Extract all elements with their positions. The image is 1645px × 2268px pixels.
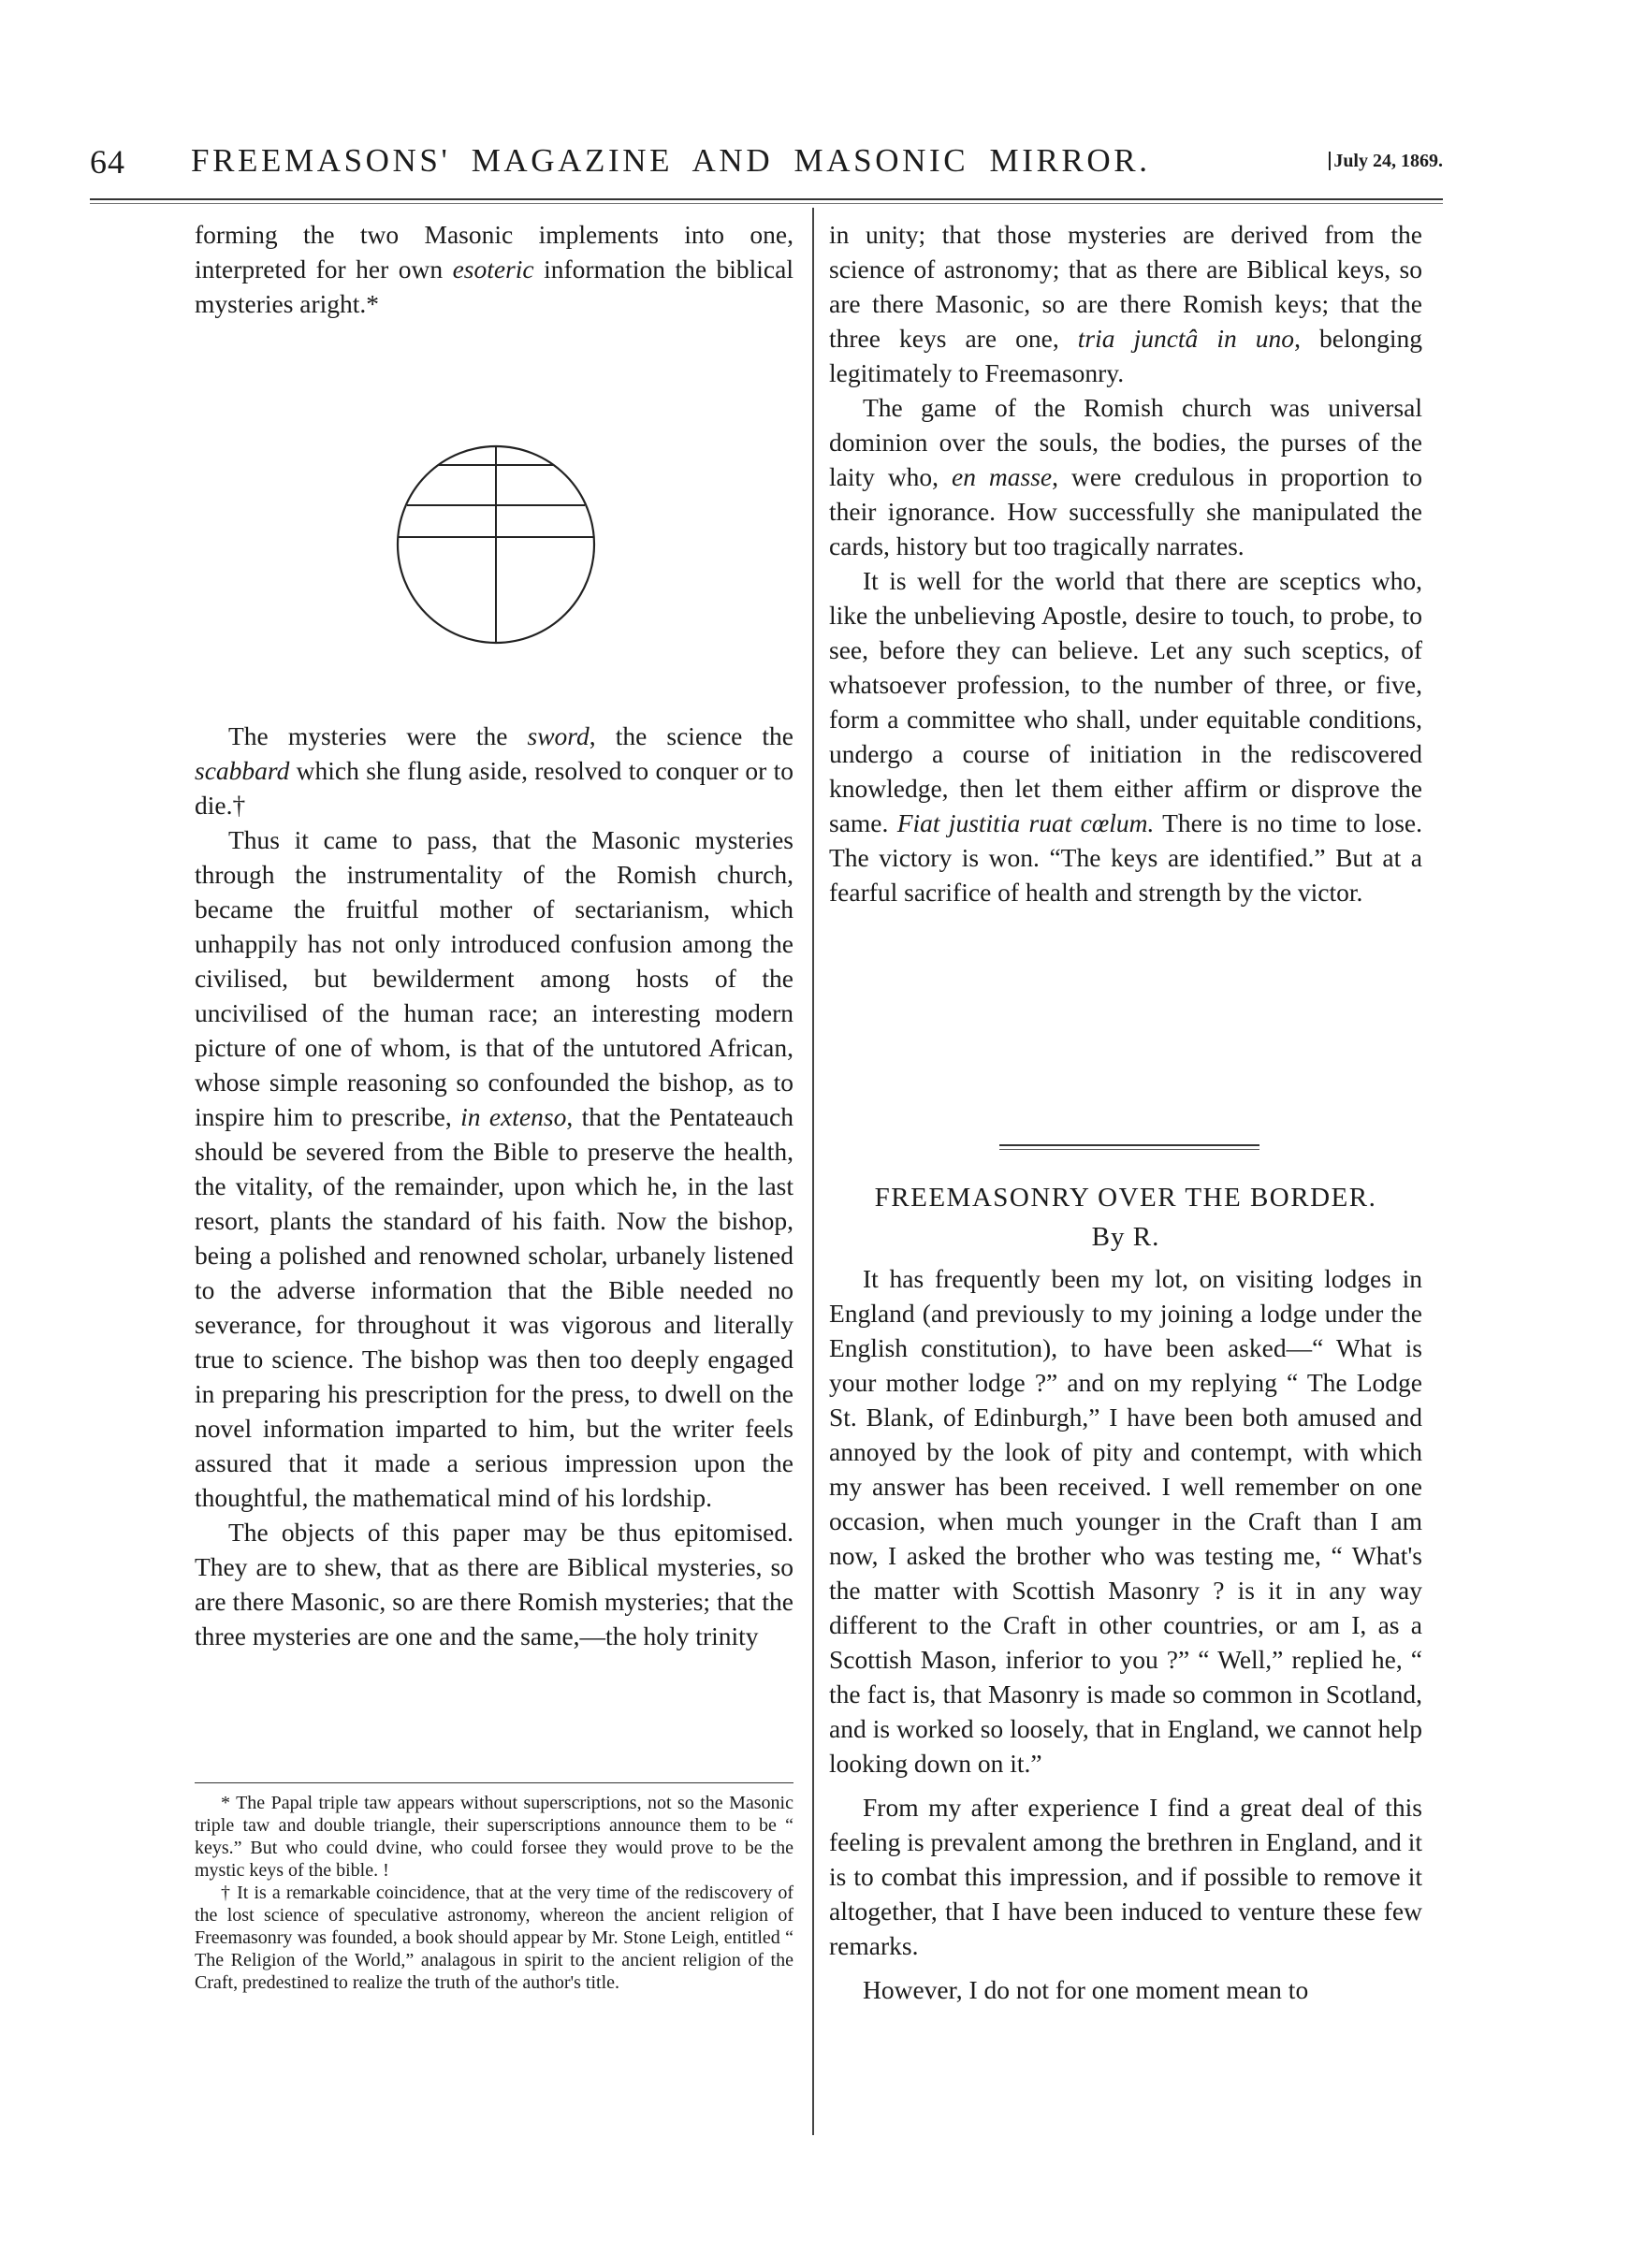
paragraph: forming the two Masonic implements into one, interpreted for her own esoteric information the biblical mysteries aright.* bbox=[195, 220, 793, 318]
section-divider bbox=[999, 1144, 1259, 1146]
footnote-rule bbox=[195, 1782, 793, 1783]
paragraph: The objects of this paper may be thus epitomised. They are to shew, that as there are Biblical mysteries, so are there Masonic, so are there Romish mysteries; that the three mysteries are one and the same,—the holy trinity bbox=[195, 1518, 793, 1650]
paragraph: Thus it came to pass, that the Masonic mysteries through the instrumentality of the Romish church, became the fruitful mother of sectarianism, which unhappily has not only introduced confusion among the civilised, but bewilderment among hosts of the uncivilised of the human race; an interesting modern picture of one of whom, is that of the untutored African, whose simple reasoning so confounded the bishop, as to inspire him to prescribe, in extenso, that the Pentateauch should be severed from the Bible to preserve the health, the vitality, of the remainder, upon which he, in the last resort, plants the standard of his faith. Now the bishop, being a polished and renowned scholar, urbanely listened to the adverse information that the Bible needed no severance, for throughout it was vigorous and literally true to science. The bishop was then too deeply engaged in preparing his prescription for the press, to dwell on the novel information imparted to him, but the writer feels assured that it made a serious impression upon the thoughtful, the mathematical mind of his lordship. bbox=[195, 825, 793, 1512]
paragraph: However, I do not for one moment mean to bbox=[863, 1975, 1309, 2004]
article-byline: By R. bbox=[1091, 1222, 1160, 1252]
right-column-body bbox=[829, 217, 1422, 909]
footnotes bbox=[195, 1792, 793, 1994]
article-body bbox=[829, 1261, 1422, 2007]
article-title: FREEMASONRY OVER THE BORDER. bbox=[874, 1183, 1377, 1213]
section-divider-thin bbox=[999, 1149, 1259, 1150]
page-number: 64 bbox=[90, 143, 125, 181]
left-column-body bbox=[195, 719, 793, 1653]
footnote: † It is a remarkable coincidence, that at the very time of the rediscovery of the lost science of speculative astronomy, whereon the ancient religion of Freemasonry was founded, a book should appear by Mr. Stone Leigh, entitled “ The Religion of the World,” analagous in spirit to the ancient religion of the Craft, predestined to realize the truth of the author's title. bbox=[195, 1883, 793, 1993]
paragraph: The mysteries were the sword, the science the scabbard which she flung aside, resolved to conquer or to die.† bbox=[195, 721, 793, 820]
paragraph: in unity; that those mysteries are derived from the science of astronomy; that as there are Biblical keys, so are there Masonic, so are there Romish keys; that the three keys are one, tria junctâ in uno, belonging legitimately to Freemasonry. bbox=[829, 220, 1422, 387]
column-divider bbox=[812, 208, 814, 2135]
papal-triple-taw-figure bbox=[391, 425, 601, 664]
running-header bbox=[90, 142, 1443, 187]
paragraph: It has frequently been my lot, on visiting lodges in England (and previously to my joining a lodge under the English constitution), to have been asked—“ What is your mother lodge ?” and on my replying “ The Lodge St. Blank, of Edinburgh,” I have been both amused and annoyed by the look of pity and contempt, with which my answer has been received. I well remember on one occasion, when much younger in the Craft than I am now, I asked the brother who was testing me, “ What's the matter with Scottish Masonry ? is it in any way different to the Craft in other countries, or am I, as a Scottish Mason, inferior to you ?” “ Well,” replied he, “ the fact is, that Masonry is made so common in Scotland, and is worked so loosely, that in England, we cannot help looking down on it.” bbox=[829, 1264, 1422, 1778]
paragraph: From my after experience I find a great deal of this feeling is prevalent among the brethren in England, and it is to combat this impression, and if possible to remove it altogether, that I have been induced to venture these few remarks. bbox=[829, 1793, 1422, 1960]
publication-title: FREEMASONS' MAGAZINE AND MASONIC MIRROR. bbox=[191, 142, 1151, 179]
paragraph: The game of the Romish church was universal dominion over the souls, the bodies, the purses of the laity who, en masse, were credulous in proportion to their ignorance. How successfully she manipulated the cards, history but too tragically narrates. bbox=[829, 393, 1422, 560]
issue-date: July 24, 1869. bbox=[1329, 152, 1443, 170]
left-column-intro bbox=[195, 217, 793, 321]
footnote: * The Papal triple taw appears without superscriptions, not so the Masonic triple taw and double triangle, their superscriptions announce them to be “ keys.” But who could dvine, who could forsee they would prove to be the mystic keys of the bible. ! bbox=[195, 1793, 793, 1881]
paragraph: It is well for the world that there are sceptics who, like the unbelieving Apostle, desire to touch, to probe, to see, before they can believe. Let any such sceptics, of whatsoever profession, to the number of three, or five, form a committee who shall, under equitable conditions, undergo a course of initiation in the rediscovered knowledge, then let them either affirm or disprove the same. Fiat justitia ruat cœlum. There is no time to lose. The victory is won. “The keys are identified.” But at a fearful sacrifice of health and strength by the victor. bbox=[829, 566, 1423, 907]
header-rule-thin bbox=[90, 203, 1443, 204]
header-rule bbox=[90, 198, 1443, 200]
